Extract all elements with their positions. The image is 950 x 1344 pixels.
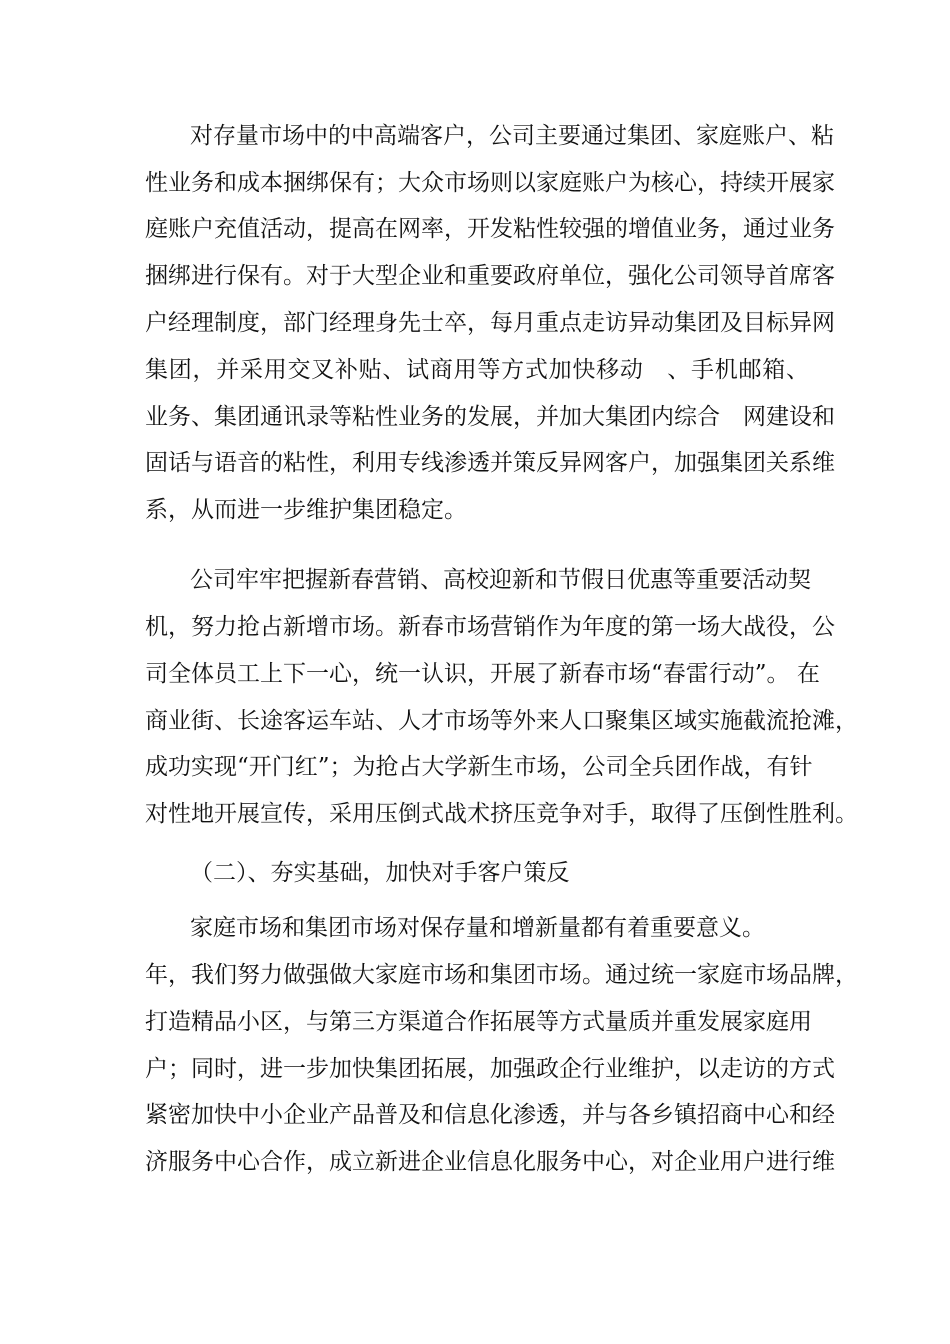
section-heading: （二）、夯实基础，加快对手客户策反 xyxy=(190,860,570,886)
paragraph-1-line-7: 业务、集团通讯录等粘性业务的发展，并加大集团内综合 网建设和 xyxy=(145,404,835,430)
paragraph-1-line-9: 系，从而进一步维护集团稳定。 xyxy=(145,497,467,523)
paragraph-1-line-6: 集团，并采用交叉补贴、试商用等方式加快移动 、手机邮箱、 xyxy=(145,357,809,383)
paragraph-2-line-5: 成功实现“开门红”；为抢占大学新生市场，公司全兵团作战，有针 xyxy=(145,754,813,780)
paragraph-3-line-5: 紧密加快中小企业产品普及和信息化渗透，并与各乡镇招商中心和经 xyxy=(145,1102,835,1128)
paragraph-1-line-8: 固话与语音的粘性，利用专线渗透并策反异网客户，加强集团关系维 xyxy=(145,450,835,476)
paragraph-1-line-5: 户经理制度，部门经理身先士卒，每月重点走访异动集团及目标异网 xyxy=(145,310,835,336)
paragraph-3-line-6: 济服务中心合作，成立新进企业信息化服务中心，对企业用户进行维 xyxy=(145,1149,835,1175)
paragraph-2-line-3: 司全体员工上下一心，统一认识，开展了新春市场“春雷行动”。 在 xyxy=(145,661,820,687)
paragraph-2-line-1: 公司牢牢把握新春营销、高校迎新和节假日优惠等重要活动契 xyxy=(190,567,811,593)
paragraph-3-line-1: 家庭市场和集团市场对保存量和增新量都有着重要意义。 xyxy=(190,915,765,941)
paragraph-2-line-2: 机，努力抢占新增市场。新春市场营销作为年度的第一场大战役，公 xyxy=(145,614,835,640)
paragraph-2-line-4: 商业街、长途客运车站、人才市场等外来人口聚集区域实施截流抢滩， xyxy=(145,708,858,734)
paragraph-3-line-2: 年，我们努力做强做大家庭市场和集团市场。通过统一家庭市场品牌， xyxy=(145,962,858,988)
paragraph-3-line-3: 打造精品小区，与第三方渠道合作拓展等方式量质并重发展家庭用 xyxy=(145,1009,812,1035)
paragraph-3-line-4: 户；同时，进一步加快集团拓展，加强政企行业维护，以走访的方式 xyxy=(145,1056,835,1082)
paragraph-1-line-4: 捆绑进行保有。对于大型企业和重要政府单位，强化公司领导首席客 xyxy=(145,263,835,289)
paragraph-1-line-1: 对存量市场中的中高端客户，公司主要通过集团、家庭账户、粘 xyxy=(190,123,834,149)
paragraph-1-line-2: 性业务和成本捆绑保有；大众市场则以家庭账户为核心，持续开展家 xyxy=(145,170,835,196)
paragraph-2-line-6: 对性地开展宣传，采用压倒式战术挤压竞争对手，取得了压倒性胜利。 xyxy=(145,801,858,827)
paragraph-1-line-3: 庭账户充值活动，提高在网率，开发粘性较强的增值业务，通过业务 xyxy=(145,216,835,242)
